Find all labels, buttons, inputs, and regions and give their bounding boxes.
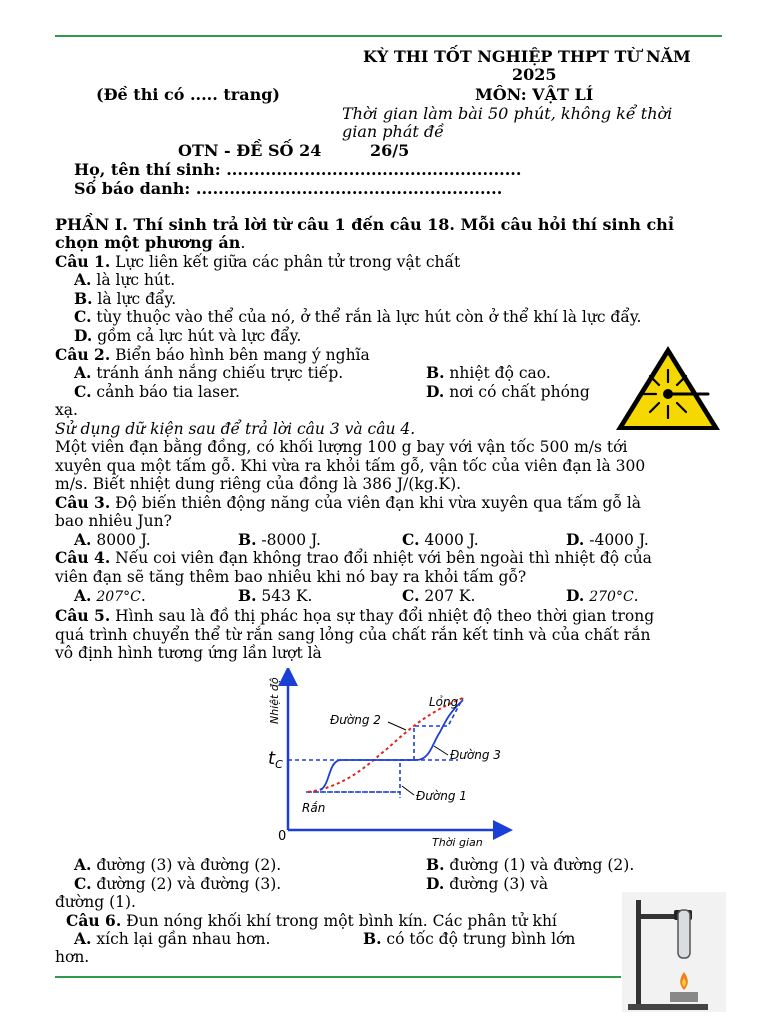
q3-option-c: C. 4000 J. (402, 530, 479, 549)
q3-option-d: D. -4000 J. (566, 530, 649, 549)
q3-option-b: B. -8000 J. (238, 530, 321, 549)
q5-option-d: D. đường (3) và (426, 874, 549, 893)
q6-option-b: B. có tốc độ trung bình lớn (363, 929, 576, 948)
origin-label: 0 (278, 829, 287, 844)
curve-3-label: Đường 3 (450, 748, 501, 762)
part1-title-line2 (55, 234, 245, 252)
q5-option-b: B. đường (1) và đường (2). (426, 855, 635, 874)
q1-option-b: B. là lực đẩy. (74, 289, 177, 308)
q4-option-b: B. 543 K. (238, 586, 313, 605)
q5-stem-line3: vô định hình tương ứng lần lượt là (55, 644, 322, 662)
q3-stem-line2: bao nhiêu Jun? (55, 512, 172, 530)
heating-apparatus-icon (622, 892, 726, 1012)
candidate-id-line: Số báo danh: ....................................................... (74, 179, 503, 198)
q4-option-d: D. 270°C. (566, 586, 639, 605)
exam-title-line1: KỲ THI TỐT NGHIỆP THPT TỪ NĂM (363, 47, 691, 66)
q2-stem: Câu 2. Biển báo hình bên mang ý nghĩa (55, 345, 370, 364)
q1-option-c: C. tùy thuộc vào thể của nó, ở thể rắn là lực hút còn ở thể khí là lực đẩy. (74, 307, 642, 326)
q1-text: Lực liên kết giữa các phân tử trong vật chất (110, 253, 461, 271)
q4-option-a: A. 207°C. (74, 586, 146, 605)
pages-note: (Đề thi có ..... trang) (96, 85, 280, 104)
q4-stem-line1: Câu 4. Nếu coi viên đạn không trao đổi nhiệt với bên ngoài thì nhiệt độ của (55, 548, 652, 567)
q6-option-a: A. xích lại gần nhau hơn. (74, 929, 271, 948)
q5-stem-line2: quá trình chuyển thể từ rắn sang lỏng của chất rắn kết tinh và của chất rắn (55, 626, 651, 644)
curve-1-label: Đường 1 (416, 789, 467, 803)
curve-2-pointer (388, 722, 406, 730)
part1-title-line2-text: chọn một phương án (55, 233, 241, 252)
subject-title: MÔN: VẬT LÍ (475, 85, 594, 104)
q1-option-d: D. gồm cả lực hút và lực đẩy. (74, 326, 302, 345)
q3-option-a: A. 8000 J. (74, 530, 151, 549)
q5-option-c: C. đường (2) và đường (3). (74, 874, 282, 893)
q6-stem: Câu 6. Đun nóng khối khí trong một bình kín. Các phân tử khí (66, 911, 557, 930)
q2-option-d-cont: xạ. (55, 401, 78, 419)
curve-2-label: Đường 2 (330, 713, 381, 727)
q2-option-d: D. nơi có chất phóng (426, 382, 590, 401)
curve-3-pointer (434, 746, 448, 755)
curve-1-pointer (402, 786, 414, 795)
part1-title-dot: . (240, 233, 246, 252)
solid-label: Rắn (302, 801, 326, 815)
q2-option-a: A. tránh ánh nắng chiếu trực tiếp. (74, 363, 344, 382)
q1-option-a: A. là lực hút. (74, 270, 176, 289)
q1-label: Câu 1. (55, 252, 111, 271)
q3-stem-line1: Câu 3. Độ biến thiên động năng của viên đạn khi vừa xuyên qua tấm gỗ là (55, 493, 642, 512)
q5-option-a: A. đường (3) và đường (2). (74, 855, 282, 874)
shared-line2: xuyên qua một tấm gỗ. Khi vừa ra khỏi tấm gỗ, vận tốc của viên đạn là 300 (55, 457, 646, 475)
exam-code: OTN - ĐỀ SỐ 24 (178, 141, 322, 160)
phase-change-graph (258, 668, 518, 854)
x-axis-label: Thời gian (432, 836, 483, 849)
candidate-name-line: Họ, tên thí sinh: ..................................................... (74, 160, 522, 179)
tc-label: $t_C$ (268, 748, 283, 771)
q2-option-b: B. nhiệt độ cao. (426, 363, 551, 382)
top-rule (55, 35, 722, 37)
part1-title-line1: PHẦN I. Thí sinh trả lời từ câu 1 đến câu 18. Mỗi câu hỏi thí sinh chỉ (55, 215, 674, 234)
q5-stem-line1: Câu 5. Hình sau là đồ thị phác họa sự thay đổi nhiệt độ theo thời gian trong (55, 606, 655, 625)
bottom-rule (55, 976, 621, 978)
exam-title-line2: 2025 (512, 65, 557, 84)
shared-intro: Sử dụng dữ kiện sau để trả lời câu 3 và câu 4. (55, 420, 416, 438)
q6-option-b-cont: hơn. (55, 948, 90, 966)
time-note-line2: gian phát đề (342, 122, 444, 141)
q4-option-c: C. 207 K. (402, 586, 476, 605)
q1-stem (55, 253, 460, 271)
q5-option-d-cont: đường (1). (55, 893, 136, 911)
q4-stem-line2: viên đạn sẽ tăng thêm bao nhiêu khi nó bay ra khỏi tấm gỗ? (55, 568, 527, 586)
q2-option-c: C. cảnh báo tia laser. (74, 382, 240, 401)
y-axis-label: Nhiệt độ (268, 677, 281, 724)
shared-line1: Một viên đạn bằng đồng, có khối lượng 100 g bay với vận tốc 500 m/s tới (55, 438, 628, 456)
liquid-label: Lỏng (429, 695, 459, 709)
laser-warning-icon (612, 342, 724, 434)
exam-date: 26/5 (370, 141, 410, 160)
shared-line3: m/s. Biết nhiệt dung riêng của đồng là 386 J/(kg.K). (55, 475, 462, 493)
time-note-line1: Thời gian làm bài 50 phút, không kể thời (342, 104, 673, 123)
